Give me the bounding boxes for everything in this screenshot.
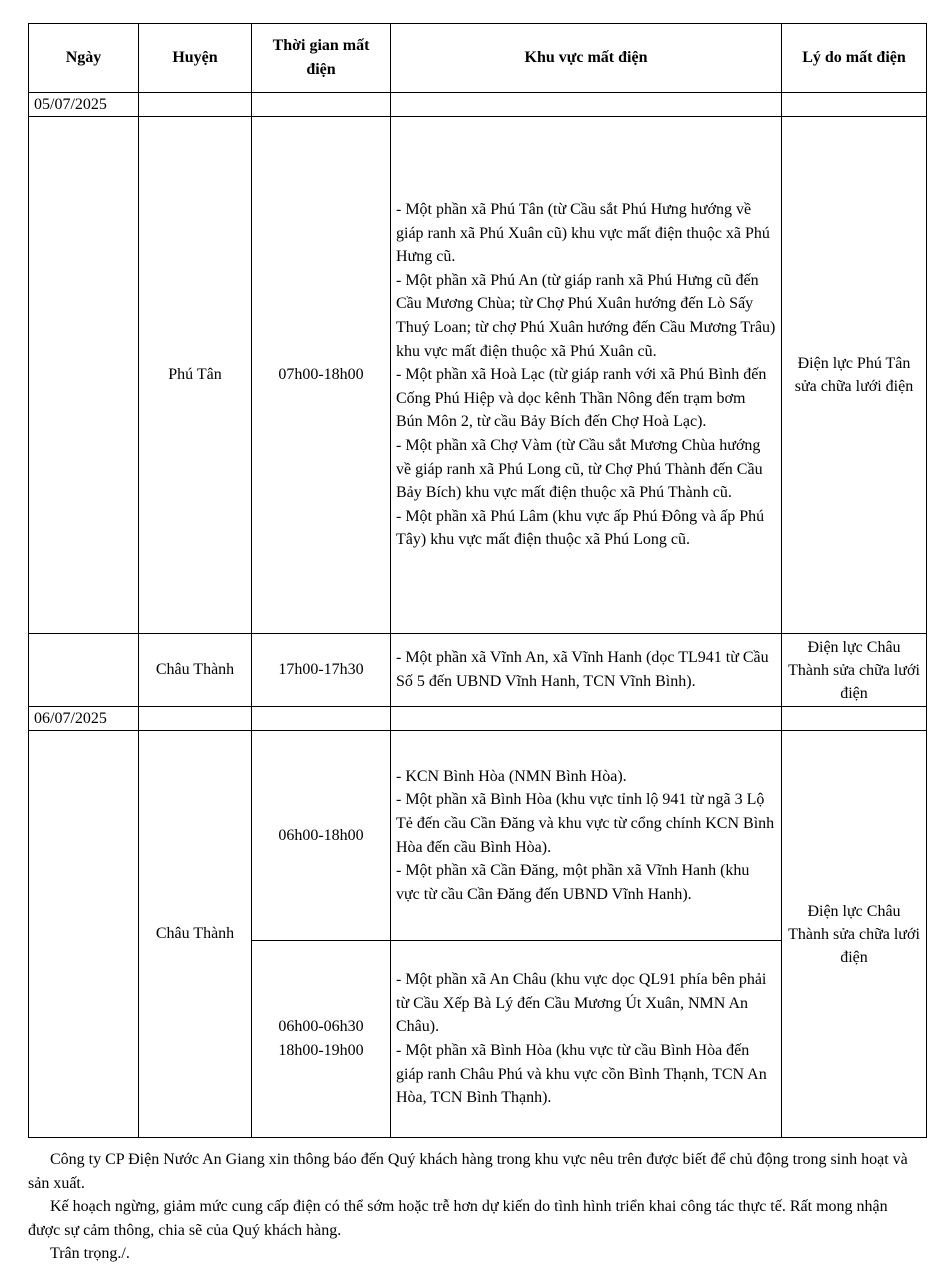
power-outage-table <box>28 23 927 1138</box>
area-line: - KCN Bình Hòa (NMN Bình Hòa). <box>396 767 627 785</box>
reason-cell: Điện lực Châu Thành sửa chữa lưới điện <box>782 731 927 1138</box>
reason-cell: Điện lực Phú Tân sửa chữa lưới điện <box>782 117 927 634</box>
table-row <box>29 634 927 707</box>
table-row <box>29 731 927 941</box>
area-line: - Một phần xã Hoà Lạc (từ giáp ranh với xã Phú Bình đến Cống Phú Hiệp và dọc kênh Thần Nông đến trạm bơm Bún Môn 2, từ cầu Bảy Bích đến Chợ Hoà Lạc). <box>396 366 767 431</box>
area-cell <box>391 117 782 634</box>
header-row <box>29 24 927 93</box>
time-cell: 07h00-18h00 <box>252 117 391 634</box>
time-line: 06h00-06h30 <box>278 1018 364 1036</box>
area-line: - Một phần xã Phú An (từ giáp ranh xã Phú Hưng cũ đến Cầu Mương Chùa; từ Chợ Phú Xuân hướng đến Lò Sấy Thuý Loan; từ chợ Phú Xuân hướng đến Cầu Mương Trâu) khu vực mất điện thuộc xã Phú Xuân cũ. <box>396 271 776 360</box>
date-cell: 06/07/2025 <box>29 707 139 731</box>
area-cell <box>391 731 782 941</box>
header-date: Ngày <box>29 24 139 93</box>
time-cell: 06h00-18h00 <box>252 731 391 941</box>
area-line: - Một phần xã Phú Tân (từ Cầu sắt Phú Hưng hướng về giáp ranh xã Phú Xuân cũ) khu vực mất điện thuộc xã Phú Hưng cũ. <box>396 201 770 266</box>
notice-paragraph: Công ty CP Điện Nước An Giang xin thông báo đến Quý khách hàng trong khu vực nêu trên được biết để chủ động trong sinh hoạt và sản xuất. <box>28 1151 908 1192</box>
area-line: - Một phần xã Chợ Vàm (từ Cầu sắt Mương Chùa hướng về giáp ranh xã Phú Long cũ, từ Chợ Phú Thành đến Cầu Bảy Bích) khu vực mất điện thuộc xã Phú Thành cũ. <box>396 436 763 502</box>
time-cell: 17h00-17h30 <box>252 634 391 707</box>
area-line: - Một phần xã Bình Hòa (khu vực từ cầu Bình Hòa đến giáp ranh Châu Phú và khu vực cồn Bình Thạnh, TCN An Hòa, TCN Bình Thạnh). <box>396 1042 767 1107</box>
district-cell: Châu Thành <box>139 634 252 707</box>
area-cell <box>391 634 782 707</box>
reason-cell: Điện lực Châu Thành sửa chữa lưới điện <box>782 634 927 707</box>
date-row <box>29 93 927 117</box>
header-reason: Lý do mất điện <box>782 24 927 93</box>
area-line: - Một phần xã Vĩnh An, xã Vĩnh Hanh (dọc TL941 từ Cầu Số 5 đến UBND Vĩnh Hanh, TCN Vĩnh Bình). <box>396 649 769 690</box>
header-time: Thời gian mất điện <box>252 24 391 93</box>
area-line: - Một phần xã Bình Hòa (khu vực tỉnh lộ 941 từ ngã 3 Lộ Tẻ đến cầu Cần Đăng và khu vực từ cổng chính KCN Bình Hòa đến cầu Bình Hòa). <box>396 791 775 856</box>
header-district: Huyện <box>139 24 252 93</box>
date-row <box>29 707 927 731</box>
area-line: - Một phần xã Cần Đăng, một phần xã Vĩnh Hanh (khu vực từ cầu Cần Đăng đến UBND Vĩnh Hanh). <box>396 862 750 903</box>
notice-footer <box>28 1148 918 1266</box>
time-cell <box>252 941 391 1138</box>
table-row <box>29 117 927 634</box>
area-line: - Một phần xã An Châu (khu vực dọc QL91 phía bên phải từ Cầu Xếp Bà Lý đến Cầu Mương Út Xuân, NMN An Châu). <box>396 971 767 1036</box>
area-line: - Một phần xã Phú Lâm (khu vực ấp Phú Đông và ấp Phú Tây) khu vực mất điện thuộc xã Phú Long cũ. <box>396 507 765 549</box>
area-cell <box>391 941 782 1138</box>
header-area: Khu vực mất điện <box>391 24 782 93</box>
date-cell: 05/07/2025 <box>29 93 139 117</box>
district-cell: Phú Tân <box>139 117 252 634</box>
time-line: 18h00-19h00 <box>278 1042 364 1059</box>
notice-paragraph: Kế hoạch ngừng, giảm mức cung cấp điện có thể sớm hoặc trễ hơn dự kiến do tình hình triển khai công tác thực tế. Rất mong nhận được sự cảm thông, chia sẽ của Quý khách hàng. <box>28 1198 888 1239</box>
district-cell: Châu Thành <box>139 731 252 1138</box>
closing-line: Trân trọng./. <box>50 1245 130 1262</box>
